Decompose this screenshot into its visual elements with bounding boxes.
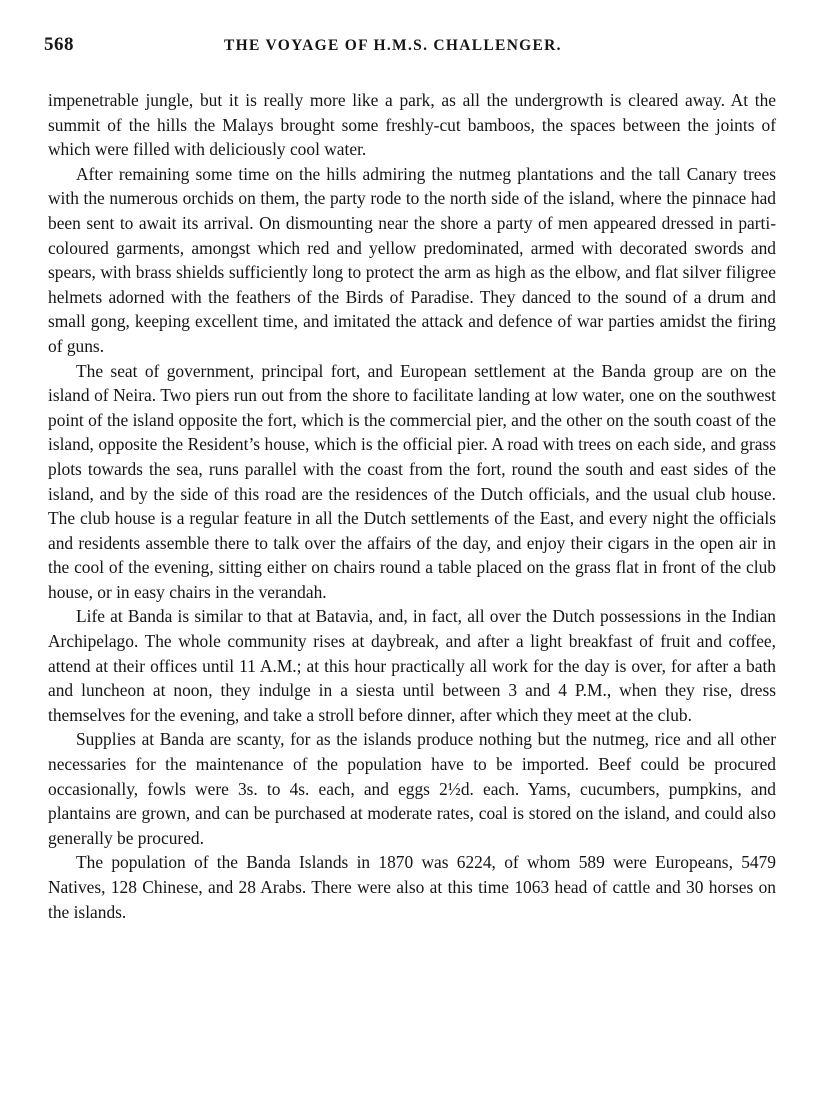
page-number: 568 bbox=[44, 34, 74, 55]
running-title: THE VOYAGE OF H.M.S. CHALLENGER. bbox=[224, 37, 562, 54]
paragraph-continued: impenetrable jungle, but it is really more like a park, as all the undergrowth is cleared away. At the summit of the hills the Malays brought some freshly-cut bamboos, the spaces between the joints of which were filled with deliciously cool water. bbox=[48, 90, 776, 160]
paragraph-supplies: Supplies at Banda are scanty, for as the islands produce nothing but the nutmeg, rice and all other necessaries for the maintenance of the population have to be imported. Beef could be procured occasionally, fowls were 3s. to 4s. each, and eggs 2½d. each. Yams, cucumbers, pumpkins, and plantains are grown, and can be purchased at moderate rates, coal is stored on the island, and could also generally be procured. bbox=[48, 729, 776, 848]
paragraph-life-at-banda: Life at Banda is similar to that at Batavia, and, in fact, all over the Dutch possessions in the Indian Archipelago. The whole community rises at daybreak, and after a light breakfast of fruit and coffee, attend at their offices until 11 A.M.; at this hour practically all work for the day is over, for after a bath and luncheon at noon, they indulge in a siesta until between 3 and 4 P.M., when they rise, dress themselves for the evening, and take a stroll before dinner, after which they meet at the club. bbox=[48, 606, 776, 725]
paragraph-population: The population of the Banda Islands in 1870 was 6224, of whom 589 were Europeans, 5479 Natives, 128 Chinese, and 28 Arabs. There were also at this time 1063 head of cattle and 30 horses on the islands. bbox=[48, 852, 776, 922]
body-text bbox=[48, 88, 776, 924]
paragraph-hills-ride: After remaining some time on the hills admiring the nutmeg plantations and the tall Canary trees with the numerous orchids on them, the party rode to the north side of the island, where the pinnace had been sent to await its arrival. On dismounting near the shore a party of men appeared dressed in parti-coloured garments, amongst which red and yellow predominated, armed with decorated swords and spears, with brass shields sufficiently long to protect the arm as high as the elbow, and flat silver filigree helmets adorned with the feathers of the Birds of Paradise. They danced to the sound of a drum and small gong, keeping excellent time, and imitated the attack and defence of war parties amidst the firing of guns. bbox=[48, 163, 776, 356]
paragraph-seat-of-government: The seat of government, principal fort, and European settlement at the Banda group are on the island of Neira. Two piers run out from the shore to facilitate landing at low water, one on the southwest point of the island opposite the fort, which is the commercial pier, and the other on the south coast of the island, opposite the Resident’s house, which is the official pier. A road with trees on each side, and grass plots towards the sea, runs parallel with the coast from the fort, round the south and east sides of the island, and by the side of this road are the residences of the Dutch officials, and the usual club house. The club house is a regular feature in all the Dutch settlements of the East, and every night the officials and residents assemble there to talk over the affairs of the day, and enjoy their cigars in the open air in the cool of the evening, sitting either on chairs round a table placed on the grass flat in front of the club house, or in easy chairs in the verandah. bbox=[48, 360, 776, 602]
page-header bbox=[44, 34, 778, 64]
